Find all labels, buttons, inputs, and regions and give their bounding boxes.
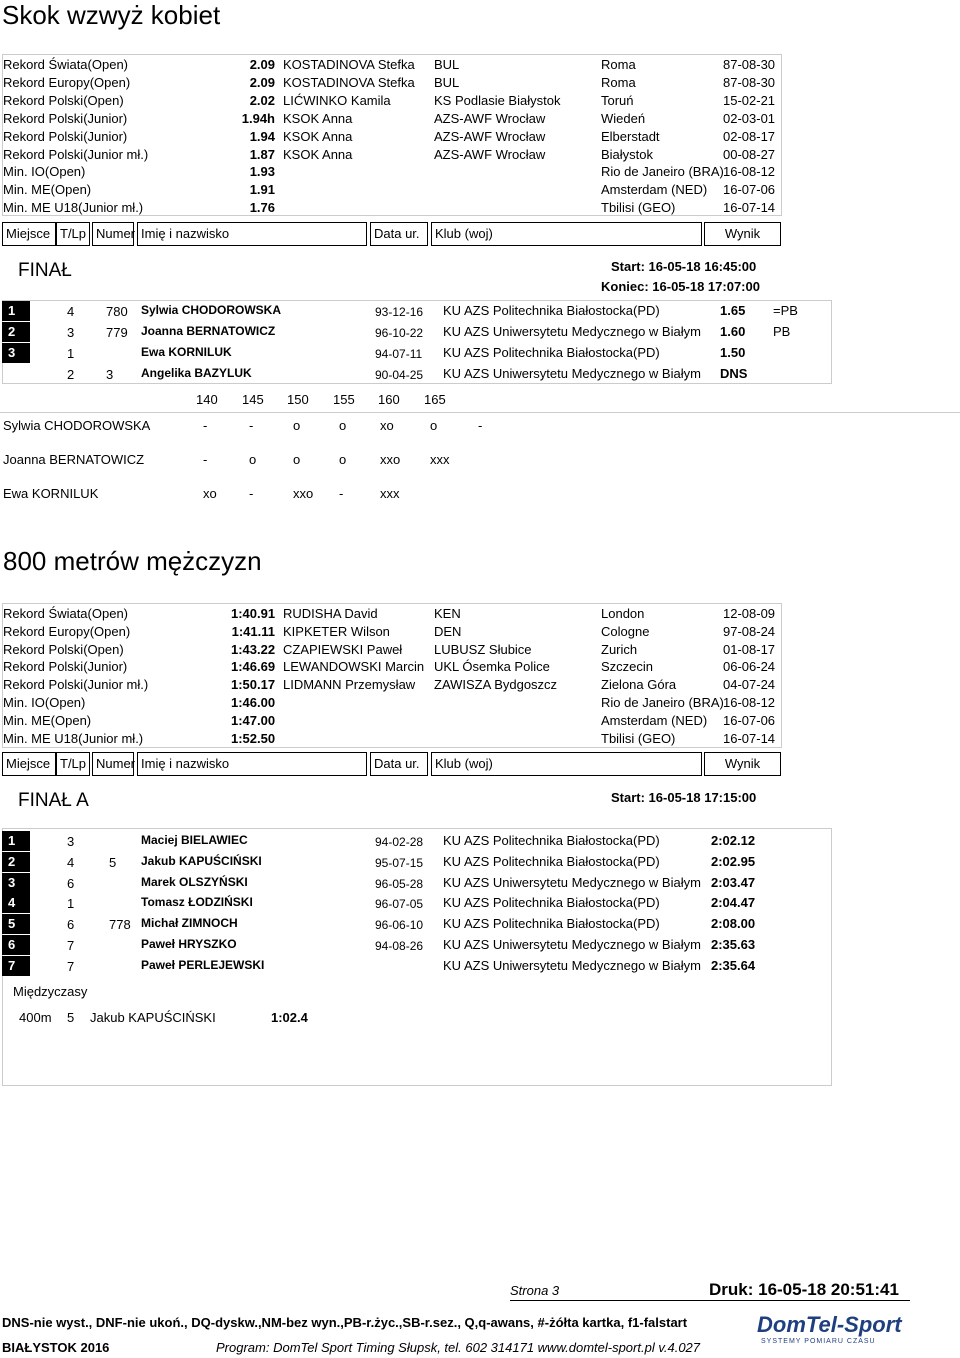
height-label: 155 [333, 392, 355, 407]
result-value: 2:08.00 [711, 916, 756, 932]
result-tlp: 7 [67, 938, 75, 953]
record-label: Min. ME U18(Junior mł.) [3, 200, 144, 216]
domtel-logo-sub: SYSTEMY POMIARU CZASU [761, 1338, 876, 1345]
club-name: KU AZS Politechnika Białostocka(PD) [443, 916, 660, 932]
attempt-mark: - [203, 452, 208, 467]
record-club: AZS-AWF Wrocław [434, 110, 546, 126]
record-place: Tbilisi (GEO) [601, 730, 676, 746]
legend: DNS-nie wyst., DNF-nie ukoń., DQ-dyskw.,NM-bez wyn.,PB-r.życ.,SB-r.sez., Q,q-awans, #-żółta kartka, f1-falstart [2, 1315, 688, 1330]
print-date: Druk: 16-05-18 20:51:41 [709, 1280, 899, 1299]
attempt-athlete: Ewa KORNILUK [3, 486, 99, 501]
record-name: KOSTADINOVA Stefka [283, 74, 415, 90]
column-header-date: Data ur. [370, 222, 428, 246]
birth-date: 93-12-16 [375, 305, 424, 319]
record-date: 04-07-24 [723, 677, 776, 693]
record-place: Zurich [601, 641, 638, 657]
record-name: KIPKETER Wilson [283, 623, 390, 639]
page-number: Strona 3 [510, 1283, 560, 1298]
record-result: 1.94 [249, 128, 275, 144]
column-header-name: Imię i nazwisko [137, 752, 367, 776]
record-result: 1.87 [249, 146, 275, 162]
result-tlp: 1 [67, 896, 75, 912]
athlete-name: Angelika BAZYLUK [141, 366, 252, 380]
result-value: 2:02.95 [711, 853, 756, 869]
result-value: DNS [720, 366, 748, 381]
attempt-mark: xxx [430, 452, 450, 467]
record-result: 1:46.00 [231, 695, 276, 710]
athlete-name: Jakub KAPUŚCIŃSKI [141, 853, 262, 868]
record-result: 1:50.17 [231, 677, 276, 693]
column-header-date: Data ur. [370, 752, 428, 776]
record-label: Rekord Polski(Open) [3, 641, 124, 657]
record-name: KSOK Anna [283, 146, 353, 162]
record-date: 16-08-12 [723, 164, 776, 180]
club-name: KU AZS Politechnika Białostocka(PD) [443, 345, 660, 360]
record-place: Rio de Janeiro (BRA) [601, 695, 724, 710]
column-header-club: Klub (woj) [431, 752, 702, 776]
result-tlp: 6 [67, 875, 75, 891]
record-result: 1:41.11 [231, 623, 275, 639]
domtel-logo: DomTel-Sport [757, 1312, 902, 1337]
record-place: London [601, 606, 645, 621]
place-badge: 4 [2, 893, 30, 913]
result-value: 1.65 [720, 303, 746, 318]
record-date: 97-08-24 [723, 623, 776, 639]
record-place: Zielona Góra [601, 677, 677, 693]
record-result: 1.76 [249, 200, 275, 216]
record-label: Rekord Polski(Junior) [3, 110, 128, 126]
record-label: Rekord Polski(Open) [3, 92, 124, 108]
result-tlp: 3 [67, 834, 75, 849]
record-place: Cologne [601, 623, 650, 639]
result-number: 780 [106, 304, 128, 319]
result-value: 2:04.47 [711, 895, 756, 911]
attempt-mark: - [203, 418, 208, 433]
split-time: 1:02.4 [271, 1010, 308, 1025]
record-name: LIĆWINKO Kamila [283, 92, 391, 108]
club-name: KU AZS Uniwersytetu Medycznego w Białym [443, 366, 701, 381]
height-label: 160 [378, 392, 400, 407]
end-time: Koniec: 16-05-18 17:07:00 [601, 279, 760, 294]
attempt-mark: - [478, 418, 483, 433]
club-name: KU AZS Uniwersytetu Medycznego w Białym [443, 957, 701, 973]
result-number: 778 [109, 917, 131, 933]
attempt-mark: o [293, 418, 301, 433]
attempt-mark: - [339, 486, 344, 501]
event-title-2: 800 metrów mężczyzn [3, 546, 262, 576]
athlete-name: Joanna BERNATOWICZ [141, 324, 276, 338]
record-name: CZAPIEWSKI Paweł [283, 641, 403, 657]
height-label: 165 [424, 392, 446, 407]
height-label: 145 [242, 392, 264, 407]
result-tlp: 4 [67, 854, 75, 870]
club-name: KU AZS Politechnika Białostocka(PD) [443, 303, 660, 318]
record-club: AZS-AWF Wrocław [434, 146, 546, 162]
column-header-club: Klub (woj) [431, 222, 702, 246]
attempt-mark: o [249, 452, 257, 467]
record-label: Min. IO(Open) [3, 164, 86, 180]
record-club: KS Podlasie Białystok [434, 92, 561, 108]
record-label: Rekord Europy(Open) [3, 74, 131, 90]
record-club: BUL [434, 57, 460, 72]
record-date: 87-08-30 [723, 74, 776, 90]
record-name: RUDISHA David [283, 606, 378, 621]
record-result: 2.02 [249, 92, 275, 108]
result-value: 2:35.64 [711, 957, 756, 973]
record-place: Białystok [601, 146, 654, 162]
record-result: 1:47.00 [231, 712, 276, 728]
record-date: 00-08-27 [723, 146, 776, 162]
result-number: 5 [109, 854, 117, 870]
result-value: 2:03.47 [711, 874, 756, 890]
attempt-mark: o [430, 418, 438, 433]
record-result: 2.09 [249, 57, 275, 72]
record-label: Min. IO(Open) [3, 695, 86, 710]
club-name: KU AZS Politechnika Białostocka(PD) [443, 895, 660, 911]
place-badge: 2 [2, 852, 30, 872]
result-tlp: 7 [67, 958, 75, 974]
record-name: LIDMANN Przemysław [283, 677, 416, 693]
result-tlp: 2 [67, 367, 75, 382]
record-place: Amsterdam (NED) [601, 182, 708, 198]
attempt-mark: xxo [380, 452, 401, 467]
record-club: BUL [434, 74, 460, 90]
result-number: 779 [106, 325, 128, 340]
split-name: Jakub KAPUŚCIŃSKI [90, 1010, 216, 1025]
birth-date: 96-06-10 [375, 918, 424, 933]
record-place: Roma [601, 57, 636, 72]
record-date: 16-07-06 [723, 182, 776, 198]
result-tlp: 1 [67, 346, 75, 361]
record-club: AZS-AWF Wrocław [434, 128, 546, 144]
attempt-mark: xo [380, 418, 394, 433]
club-name: KU AZS Politechnika Białostocka(PD) [443, 833, 660, 848]
program-info: Program: DomTel Sport Timing Słupsk, tel. 602 314171 www.domtel-sport.pl v.4.027 [216, 1340, 701, 1355]
place-badge: 6 [2, 935, 30, 955]
record-date: 01-08-17 [723, 641, 776, 657]
athlete-name: Sylwia CHODOROWSKA [141, 303, 282, 317]
column-header-result: Wynik [704, 752, 781, 776]
result-note: PB [773, 324, 791, 339]
record-label: Rekord Świata(Open) [3, 57, 128, 72]
place-badge: 2 [2, 322, 30, 342]
event-title: Skok wzwyż kobiet [2, 0, 221, 30]
birth-date: 96-07-05 [375, 897, 424, 912]
result-value: 2:35.63 [711, 937, 756, 952]
record-date: 16-07-14 [723, 200, 776, 216]
record-date: 12-08-09 [723, 606, 776, 621]
club-name: KU AZS Uniwersytetu Medycznego w Białym [443, 937, 701, 952]
record-label: Min. ME(Open) [3, 182, 92, 198]
column-header-numer: Numer [92, 752, 134, 776]
birth-date: 96-05-28 [375, 876, 424, 891]
record-name: KSOK Anna [283, 110, 353, 126]
club-name: KU AZS Uniwersytetu Medycznego w Białym [443, 874, 701, 890]
result-tlp: 4 [67, 304, 75, 319]
divider [0, 412, 960, 413]
attempt-mark: o [339, 452, 347, 467]
athlete-name: Marek OLSZYŃSKI [141, 874, 248, 889]
column-header-result: Wynik [704, 222, 781, 246]
birth-date: 94-07-11 [375, 347, 423, 361]
record-result: 2.09 [249, 74, 275, 90]
result-tlp: 6 [67, 917, 75, 933]
place-badge: 3 [2, 873, 30, 893]
attempt-mark: xxo [293, 486, 314, 501]
record-label: Rekord Polski(Junior mł.) [3, 146, 149, 162]
birth-date: 90-04-25 [375, 368, 424, 382]
athlete-name: Paweł HRYSZKO [141, 937, 237, 951]
record-result: 1.91 [249, 182, 275, 198]
record-label: Rekord Polski(Junior) [3, 128, 128, 144]
record-label: Rekord Polski(Junior) [3, 659, 128, 675]
birth-date: 94-08-26 [375, 939, 424, 953]
column-header-tlp: T/Lp [56, 752, 90, 776]
record-place: Roma [601, 74, 636, 90]
record-club: ZAWISZA Bydgoszcz [434, 677, 558, 693]
place-badge: 5 [2, 914, 30, 934]
city-year: BIAŁYSTOK 2016 [2, 1340, 110, 1355]
height-label: 150 [287, 392, 309, 407]
start-time: Start: 16-05-18 16:45:00 [611, 259, 757, 274]
athlete-name: Michał ZIMNOCH [141, 916, 238, 931]
result-note: =PB [773, 303, 798, 318]
splits-label: Międzyczasy [13, 984, 88, 999]
record-date: 16-07-06 [723, 712, 776, 728]
club-name: KU AZS Politechnika Białostocka(PD) [443, 853, 660, 869]
athlete-name: Paweł PERLEJEWSKI [141, 957, 265, 972]
record-place: Toruń [601, 92, 634, 108]
footer-rule [510, 1300, 910, 1301]
birth-date: 95-07-15 [375, 855, 424, 870]
record-place: Tbilisi (GEO) [601, 200, 676, 216]
attempt-mark: xxx [380, 486, 400, 501]
record-date: 02-03-01 [723, 110, 776, 126]
record-date: 16-07-14 [723, 730, 776, 746]
record-name: KOSTADINOVA Stefka [283, 57, 415, 72]
result-value: 1.50 [720, 345, 746, 360]
record-result: 1:52.50 [231, 730, 276, 746]
split-num: 5 [67, 1010, 75, 1025]
record-date: 16-08-12 [723, 695, 776, 710]
record-place: Rio de Janeiro (BRA) [601, 164, 724, 180]
result-value: 2:02.12 [711, 833, 756, 848]
final-label-2: FINAŁ A [18, 790, 89, 811]
athlete-name: Ewa KORNILUK [141, 345, 232, 359]
column-header-miejsce: Miejsce [2, 222, 56, 246]
column-header-name: Imię i nazwisko [137, 222, 367, 246]
attempt-athlete: Joanna BERNATOWICZ [3, 452, 145, 467]
final-label: FINAŁ [18, 260, 72, 281]
record-name: LEWANDOWSKI Marcin [283, 659, 425, 675]
record-label: Min. ME U18(Junior mł.) [3, 730, 144, 746]
place-badge: 7 [2, 956, 30, 976]
record-club: KEN [434, 606, 461, 621]
attempt-mark: o [339, 418, 347, 433]
record-place: Wiedeń [601, 110, 646, 126]
record-club: UKL Ósemka Police [434, 659, 550, 675]
start-time-2: Start: 16-05-18 17:15:00 [611, 790, 757, 805]
record-place: Elberstadt [601, 128, 660, 144]
record-name: KSOK Anna [283, 128, 353, 144]
place-badge: 1 [2, 831, 30, 851]
record-result: 1:46.69 [231, 659, 276, 675]
attempt-mark: o [293, 452, 301, 467]
record-result: 1:40.91 [231, 606, 276, 621]
club-name: KU AZS Uniwersytetu Medycznego w Białym [443, 324, 701, 339]
record-date: 02-08-17 [723, 128, 776, 144]
record-date: 15-02-21 [723, 92, 776, 108]
record-date: 87-08-30 [723, 57, 776, 72]
height-label: 140 [196, 392, 218, 407]
column-header-miejsce: Miejsce [2, 752, 56, 776]
record-date: 06-06-24 [723, 659, 776, 675]
record-result: 1.94h [241, 110, 275, 126]
record-result: 1:43.22 [231, 641, 276, 657]
record-place: Amsterdam (NED) [601, 712, 708, 728]
column-header-tlp: T/Lp [56, 222, 90, 246]
record-label: Min. ME(Open) [3, 712, 92, 728]
result-number: 3 [106, 367, 114, 382]
split-dist: 400m [19, 1010, 52, 1025]
result-value: 1.60 [720, 324, 746, 339]
place-badge: 1 [2, 301, 30, 321]
record-label: Rekord Polski(Junior mł.) [3, 677, 149, 693]
result-tlp: 3 [67, 325, 75, 340]
record-club: DEN [434, 623, 462, 639]
record-label: Rekord Świata(Open) [3, 606, 128, 621]
birth-date: 96-10-22 [375, 326, 424, 340]
record-club: LUBUSZ Słubice [434, 641, 532, 657]
birth-date: 94-02-28 [375, 835, 424, 849]
column-header-numer: Numer [92, 222, 134, 246]
place-badge: 3 [2, 343, 30, 363]
attempt-mark: - [249, 486, 254, 501]
record-place: Szczecin [601, 659, 654, 675]
attempt-athlete: Sylwia CHODOROWSKA [3, 418, 151, 433]
attempt-mark: xo [203, 486, 217, 501]
athlete-name: Maciej BIELAWIEC [141, 833, 248, 847]
record-result: 1.93 [249, 164, 275, 180]
record-label: Rekord Europy(Open) [3, 623, 131, 639]
attempt-mark: - [249, 418, 254, 433]
athlete-name: Tomasz ŁODZIŃSKI [141, 895, 253, 910]
